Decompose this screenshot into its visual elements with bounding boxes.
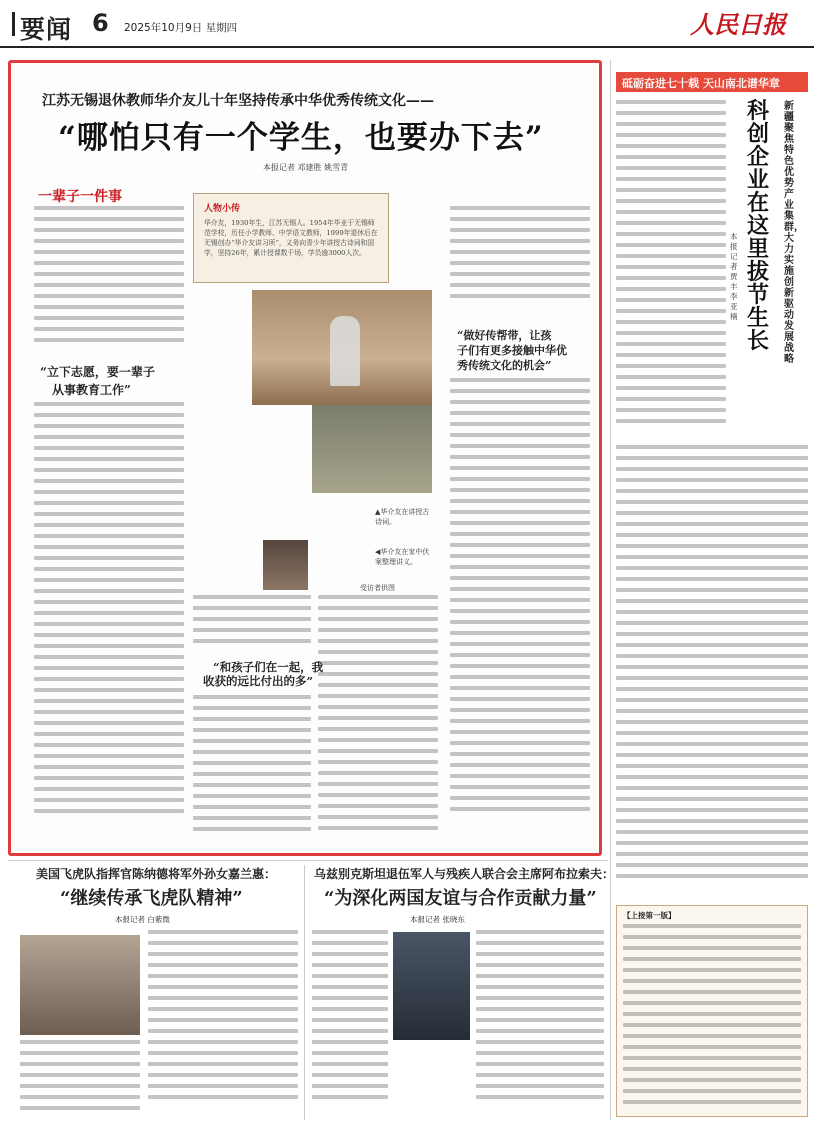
continued-box <box>616 905 808 1117</box>
body-column-2a <box>193 290 248 590</box>
continued-label: 【上接第一版】 <box>623 911 676 920</box>
series-tag-banner <box>616 72 808 92</box>
story2-photo[interactable] <box>393 932 470 1040</box>
divider-vertical <box>304 865 305 1120</box>
story2-body-a <box>312 930 388 1120</box>
story1-kicker: 美国飞虎队指挥官陈纳德将军外孙女嘉兰惠： <box>36 867 277 881</box>
page-header <box>0 0 814 48</box>
story1-body-a <box>20 1040 140 1120</box>
body-column-3a <box>450 206 590 316</box>
story1-headline[interactable]: “继续传承飞虎队精神” <box>60 888 243 909</box>
body-column-2c <box>318 595 438 848</box>
profile-text: 华介友，1930年生，江苏无锡人。1954年毕业于无锡师范学校，历任小学教师、中学语文教师，1999年退休后在无锡创办“华介友讲习所”，义务向青少年讲授古诗词和国学，坚持26年，累计授课数千场，学员逾3000人次。 <box>204 219 378 257</box>
subhead-3-line3: 秀传统文化的机会” <box>457 359 552 372</box>
profile-title: 人物小传 <box>204 204 241 214</box>
person-silhouette <box>330 316 360 386</box>
article-kicker: 江苏无锡退休教师华介友儿十年坚持传承中华优秀传统文化—— <box>42 93 434 109</box>
article-byline: 本报记者 邓建胜 姚雪青 <box>263 163 349 172</box>
section-subhead: 一辈子一件事 <box>38 189 122 205</box>
subhead-2-line1: “立下志愿，要一辈子 <box>40 365 155 379</box>
subhead-3-line1: “做好传帮带，让孩 <box>457 329 552 342</box>
subhead-4-line1: “和孩子们在一起，我 <box>213 660 324 674</box>
story2-byline: 本报记者 张晓东 <box>410 915 465 924</box>
right-body-lower <box>616 445 808 900</box>
divider-horizontal <box>8 860 608 861</box>
page-number: 6 <box>92 9 109 37</box>
right-byline: 本报记者 贾 丰 李亚楠 <box>730 232 738 321</box>
subhead-3-line2: 子们有更多接触中华优 <box>457 344 567 357</box>
photo-teaching[interactable] <box>252 290 432 405</box>
story2-headline[interactable]: “为深化两国友谊与合作贡献力量” <box>324 888 597 909</box>
issue-date: 2025年10月9日 星期四 <box>124 22 238 34</box>
story1-byline: 本报记者 白紫微 <box>115 915 170 924</box>
body-column-2b <box>193 595 311 655</box>
section-title: 要闻 <box>20 15 73 44</box>
newspaper-logo: 人民日报 <box>690 10 786 39</box>
right-vertical-subhead: 新疆聚焦特色优势产业集群，大力实施创新驱动发展战略 <box>784 101 804 365</box>
right-body-upper <box>616 100 726 440</box>
story1-photo[interactable] <box>20 935 140 1035</box>
right-vertical-headline[interactable]: 科创企业在这里拔节生长 <box>747 98 770 354</box>
header-bar-decoration <box>12 12 15 36</box>
photo-credit: 受访者供图 <box>360 584 395 592</box>
photo-portrait[interactable] <box>263 540 308 590</box>
body-column-1b <box>34 402 184 847</box>
body-column-2d <box>193 695 311 848</box>
divider-right-column <box>610 60 611 1120</box>
body-column-1a <box>34 206 184 356</box>
article-headline[interactable]: “哪怕只有一个学生，也要办下去” <box>58 120 544 156</box>
profile-box <box>193 193 389 283</box>
subhead-4-line2: 收获的远比付出的多” <box>203 674 314 688</box>
photo-students[interactable] <box>312 405 432 493</box>
series-tag-text: 砥砺奋进七十载 天山南北谱华章 <box>622 77 780 90</box>
story1-body-b <box>148 930 298 1120</box>
body-column-3b <box>450 378 590 848</box>
photo-caption-1: ▲华介友在讲授古诗词。 <box>375 508 430 526</box>
story2-kicker: 乌兹别克斯坦退伍军人与残疾人联合会主席阿布拉索夫： <box>314 867 615 881</box>
subhead-2-line2: 从事教育工作” <box>52 383 131 397</box>
story2-body-b <box>476 930 604 1120</box>
photo-caption-2: ◀华介友在家中伏案整理讲义。 <box>375 548 430 566</box>
